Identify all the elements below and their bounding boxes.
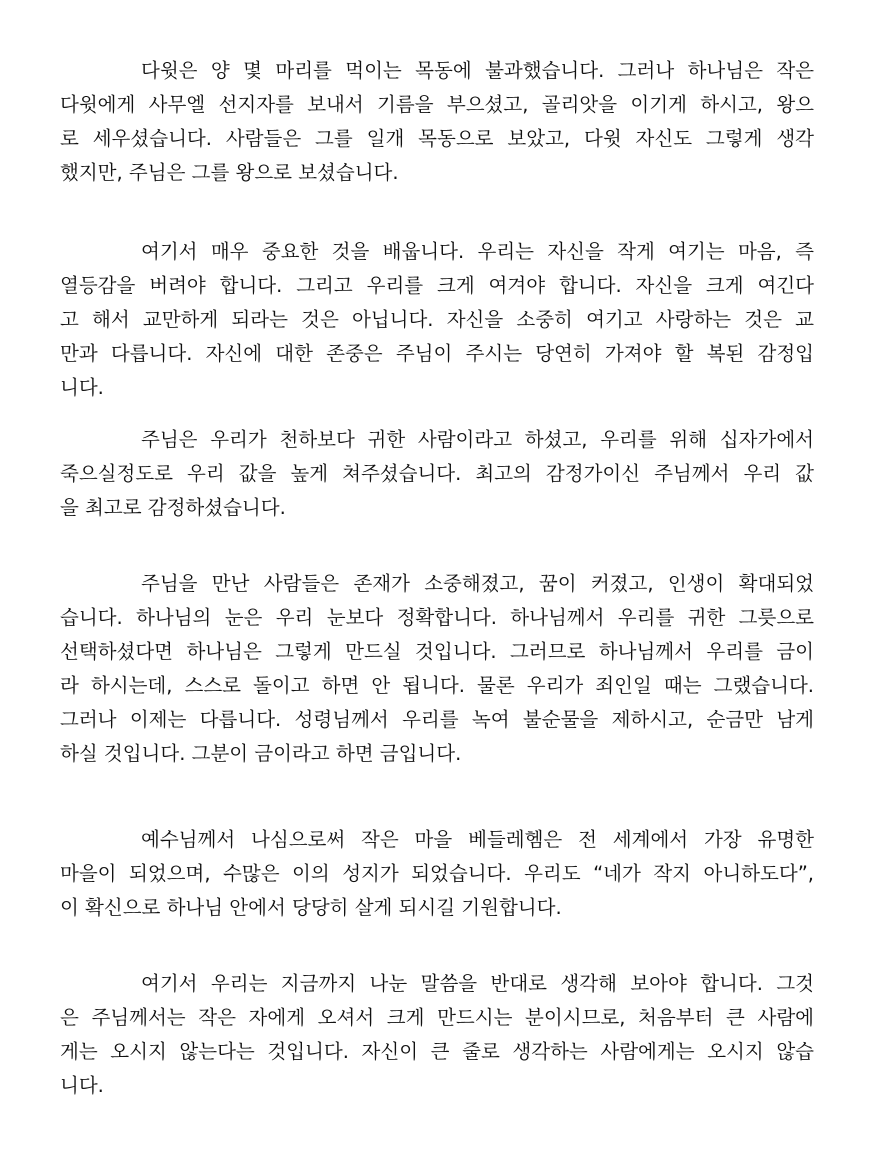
text-line: 고 해서 교만하게 되라는 것은 아닙니다. 자신을 소중히 여기고 사랑하는 것은 교 bbox=[60, 308, 814, 331]
text-line: 여기서 매우 중요한 것을 배웁니다. 우리는 자신을 작게 여기는 마음, 즉 bbox=[141, 240, 814, 263]
text-line: 게는 오시지 않는다는 것입니다. 자신이 큰 줄로 생각하는 사람에게는 오시지 않습 bbox=[60, 1040, 814, 1063]
paragraph-david bbox=[60, 54, 814, 190]
text-line: 다윗에게 사무엘 선지자를 보내서 기름을 부으셨고, 골리앗을 이기게 하시고, 왕으 bbox=[60, 93, 814, 116]
paragraph-bethlehem bbox=[60, 823, 814, 925]
text-line: 습니다. 하나님의 눈은 우리 눈보다 정확합니다. 하나님께서 우리를 귀한 그릇으로 bbox=[60, 606, 814, 629]
text-line: 주님을 만난 사람들은 존재가 소중해졌고, 꿈이 커졌고, 인생이 확대되었 bbox=[141, 572, 814, 595]
text-line: 로 세우셨습니다. 사람들은 그를 일개 목동으로 보았고, 다윗 자신도 그렇게 생각 bbox=[60, 127, 814, 150]
text-line: 만과 다릅니다. 자신에 대한 존중은 주님이 주시는 당연히 가져야 할 복된 감정입 bbox=[60, 342, 814, 365]
text-line: 했지만, 주님은 그를 왕으로 보셨습니다. bbox=[60, 161, 399, 184]
text-line: 예수님께서 나심으로써 작은 마을 베들레헴은 전 세계에서 가장 유명한 bbox=[141, 828, 814, 851]
paragraph-lesson bbox=[60, 235, 814, 405]
text-line: 열등감을 버려야 합니다. 그리고 우리를 크게 여겨야 합니다. 자신을 크게 여긴다 bbox=[60, 274, 814, 297]
text-line: 주님은 우리가 천하보다 귀한 사람이라고 하셨고, 우리를 위해 십자가에서 bbox=[141, 428, 814, 451]
text-line: 은 주님께서는 작은 자에게 오셔서 크게 만드시는 분이시므로, 처음부터 큰 사람에 bbox=[60, 1006, 814, 1029]
text-line: 을 최고로 감정하셨습니다. bbox=[60, 496, 286, 519]
text-line: 다윗은 양 몇 마리를 먹이는 목동에 불과했습니다. 그러나 하나님은 작은 bbox=[141, 59, 814, 82]
paragraph-value bbox=[60, 423, 814, 525]
text-line: 그러나 이제는 다릅니다. 성령님께서 우리를 녹여 불순물을 제하시고, 순금만 남게 bbox=[60, 708, 814, 731]
text-line: 니다. bbox=[60, 376, 104, 399]
text-line: 여기서 우리는 지금까지 나눈 말씀을 반대로 생각해 보아야 합니다. 그것 bbox=[141, 972, 814, 995]
text-line: 마을이 되었으며, 수많은 이의 성지가 되었습니다. 우리도 “네가 작지 아니하도다”, bbox=[60, 862, 814, 885]
text-line: 이 확신으로 하나님 안에서 당당히 살게 되시길 기원합니다. bbox=[60, 896, 562, 919]
paragraph-gold bbox=[60, 567, 814, 771]
text-line: 선택하셨다면 하나님은 그렇게 만드실 것입니다. 그러므로 하나님께서 우리를 금이 bbox=[60, 640, 814, 663]
text-line: 죽으실정도로 우리 값을 높게 쳐주셨습니다. 최고의 감정가이신 주님께서 우리 값 bbox=[60, 462, 814, 485]
text-line: 하실 것입니다. 그분이 금이라고 하면 금입니다. bbox=[60, 742, 462, 765]
paragraph-reverse bbox=[60, 967, 814, 1103]
text-line: 라 하시는데, 스스로 돌이고 하면 안 됩니다. 물론 우리가 죄인일 때는 그랬습니다. bbox=[60, 674, 814, 697]
text-line: 니다. bbox=[60, 1074, 104, 1097]
